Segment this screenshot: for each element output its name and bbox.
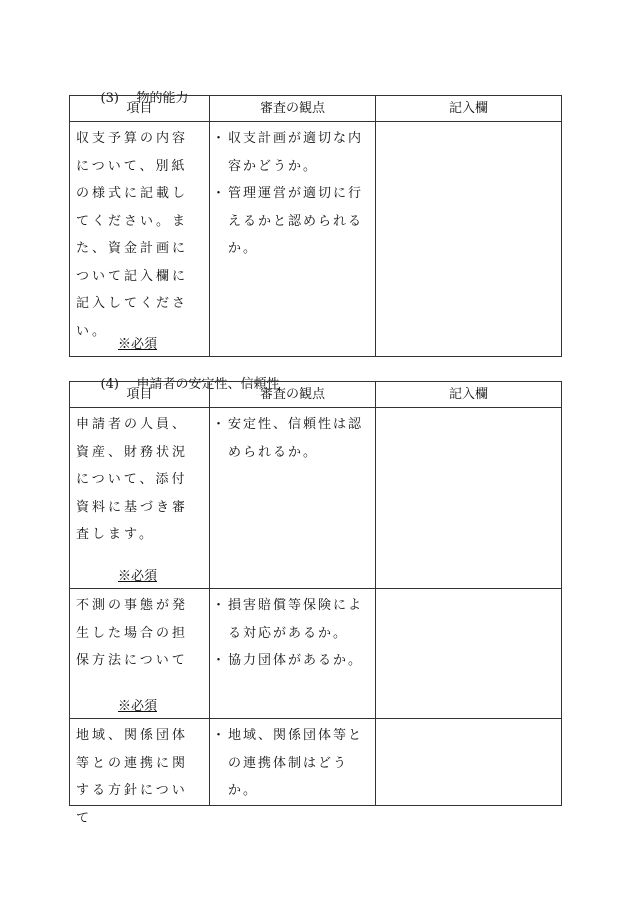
header-entry: 記入欄 [376,96,562,122]
item-text: 収支予算の内容について、別紙の様式に記載してください。また、資金計画について記入欄に記入してください。 [76,131,189,339]
item-cell [70,122,210,357]
section-3-title: 物的能力 [136,91,189,106]
section-3-table [69,95,562,357]
section-4-title: 申請者の安定性、信頼性 [136,377,280,392]
viewpoint-cell [210,719,376,806]
viewpoint-list [210,589,375,675]
required-mark: ※必須 [118,569,158,584]
entry-field[interactable] [376,589,562,719]
required-mark: ※必須 [118,337,158,352]
header-item: 項目 [70,382,210,408]
entry-field[interactable] [376,719,562,806]
entry-field[interactable] [376,408,562,589]
viewpoint-cell [210,589,376,719]
header-viewpoint: 審査の観点 [210,96,376,122]
section-4-number: (4) [100,377,119,392]
viewpoint-item: ・ 地域、関係団体等との連携体制はどうか。 [214,722,369,805]
table-header-row [70,96,562,122]
viewpoint-list [210,408,375,466]
viewpoint-item: ・ 管理運営が適切に行えるかと認められるか。 [214,180,369,263]
table-header-row [70,382,562,408]
viewpoint-cell [210,408,376,589]
viewpoint-item: ・ 損害賠償等保険による対応があるか。 [214,592,369,647]
item-text: 申請者の人員、資産、財務状況について、添付資料に基づき審査します。 [76,417,189,542]
table-row [70,719,562,806]
viewpoint-item: ・ 協力団体があるか。 [214,647,369,675]
table-row [70,408,562,589]
viewpoint-cell [210,122,376,357]
section-4-table [69,381,562,826]
table-row [70,122,562,357]
header-viewpoint: 審査の観点 [210,382,376,408]
item-text: 不測の事態が発生した場合の担保方法について [76,598,189,668]
viewpoint-item: ・ 収支計画が適切な内容かどうか。 [214,125,369,180]
item-cell [70,719,210,826]
required-mark: ※必須 [118,699,158,714]
item-cell [70,408,210,589]
header-item: 項目 [70,96,210,122]
entry-field[interactable] [376,122,562,357]
section-3-number: (3) [100,91,119,106]
header-entry: 記入欄 [376,382,562,408]
table-row [70,589,562,719]
viewpoint-list [210,122,375,263]
viewpoint-list [210,719,375,805]
item-text: 地域、関係団体等との連携に関する方針について [76,728,189,826]
viewpoint-item: ・ 安定性、信頼性は認められるか。 [214,411,369,466]
item-cell [70,589,210,719]
